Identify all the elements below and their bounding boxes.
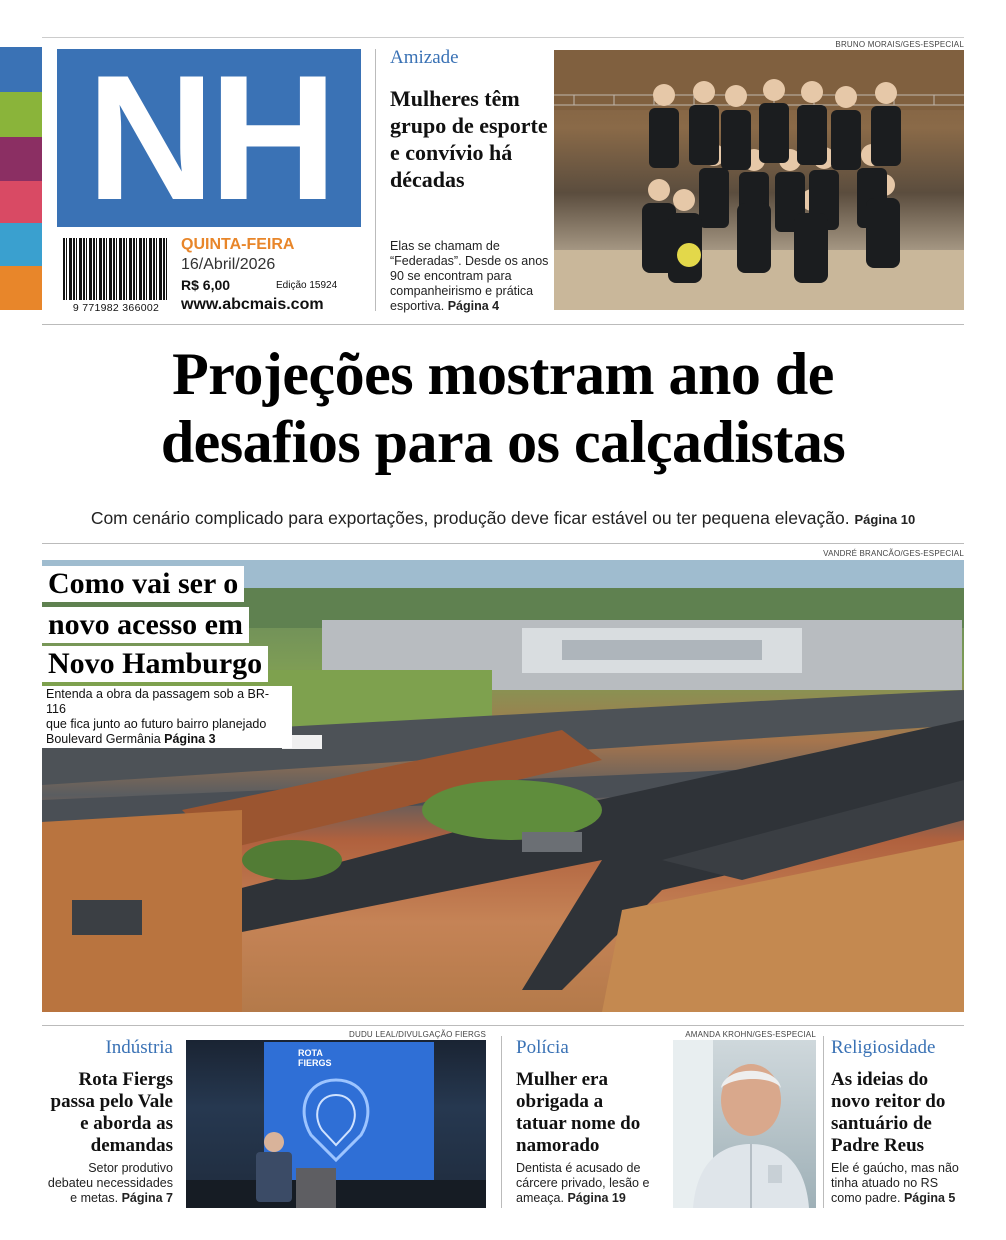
edition-number: Edição 15924 [276,280,338,291]
website-link[interactable]: www.abcmais.com [181,296,324,313]
religion-text: Ele é gaúcho, mas não tinha atuado no RS como padre. [831,1161,959,1205]
feature-label-line3: Novo Hamburgo [42,646,268,682]
main-deck [0,508,1006,529]
police-body [516,1161,656,1206]
women-team-photo[interactable] [554,50,964,310]
industry-page-ref[interactable]: Página 7 [121,1191,173,1205]
color-strip-orange [0,266,42,310]
industry-headline[interactable]: Rota Fiergs passa pelo Vale e aborda as demandas [50,1069,173,1156]
barcode-icon [63,238,169,300]
feature-caption [42,686,292,748]
rector-photo[interactable] [673,1040,816,1208]
industry-kicker: Indústria [105,1037,173,1058]
color-strip-blue [0,47,42,92]
religion-kicker: Religiosidade [831,1037,936,1058]
religion-body [831,1161,964,1206]
masthead-bottom-rule [42,324,964,325]
main-headline[interactable] [0,340,1006,476]
weekday: QUINTA-FEIRA [181,236,295,253]
feature-caption-line3: Boulevard Germânia [46,732,161,746]
feature-bottom-rule [42,1025,964,1026]
main-headline-line2: desafios para os calçadistas [160,409,846,475]
color-strip-green [0,92,42,137]
masthead-logo[interactable] [57,38,361,237]
rector-illustration [673,1040,816,1208]
religion-page-ref[interactable]: Página 5 [903,1191,956,1205]
industry-body [42,1161,173,1206]
police-page-ref[interactable]: Página 19 [567,1191,626,1205]
feature-label-line1: Como vai ser o [42,566,244,602]
police-headline[interactable]: Mulher era obrigada a tatuar nome do namorado [516,1069,641,1156]
headline-bottom-rule [42,543,964,544]
bottom-divider-1 [501,1036,502,1208]
top-teaser-page[interactable]: Página 4 [447,299,500,313]
issue-date: 16/Abril/2026 [181,256,276,273]
logo-text: NH [86,38,332,237]
feature-caption-line1: Entenda a obra da passagem sob a BR-116 [46,687,270,716]
police-text: Dentista é acusado de cárcere privado, lesão e ameaça. [516,1161,650,1205]
masthead-divider [375,49,376,311]
top-teaser-text: Elas se chamam de “Federadas”. Desde os anos 90 se encontram para companheirismo e prática esportiva. [390,239,549,313]
top-teaser-headline[interactable]: Mulheres têm grupo de esporte e convívio há décadas [390,86,548,192]
top-teaser-body [390,239,550,314]
stage-screen-text: ROTA FIERGS [298,1048,332,1068]
main-page-ref[interactable]: Página 10 [854,512,916,527]
main-deck-text: Com cenário complicado para exportações, produção deve ficar estável ou ter pequena elevação. [90,508,850,528]
feature-label-line2: novo acesso em [42,607,249,643]
police-photo-credit: AMANDA KROHN/GES-ESPECIAL [685,1030,816,1039]
top-photo-credit: BRUNO MORAIS/GES-ESPECIAL [835,40,964,49]
color-strip-cyan [0,223,42,266]
main-headline-line1: Projeções mostram ano de [172,341,834,407]
feature-photo-credit: VANDRÉ BRANCÃO/GES-ESPECIAL [823,549,964,558]
top-teaser-kicker: Amizade [390,47,459,68]
rota-fiergs-photo[interactable] [186,1040,486,1208]
barcode-number: 9 771982 366002 [72,302,160,314]
industry-photo-credit: DUDU LEAL/DIVULGAÇÃO FIERGS [349,1030,486,1039]
color-strip-purple [0,137,42,181]
feature-caption-line3-wrap [46,732,288,747]
bottom-divider-2 [823,1036,824,1208]
police-kicker: Polícia [516,1037,569,1058]
color-strip-pink [0,181,42,223]
feature-page-ref[interactable]: Página 3 [164,732,216,746]
feature-caption-line2: que fica junto ao futuro bairro planejado [46,717,267,731]
team-photo-illustration [554,50,964,310]
religion-headline[interactable]: As ideias do novo reitor do santuário de Padre Reus [831,1069,946,1156]
price: R$ 6,00 [181,277,231,293]
industry-text: Setor produtivo debateu necessidades e metas. [47,1161,173,1205]
